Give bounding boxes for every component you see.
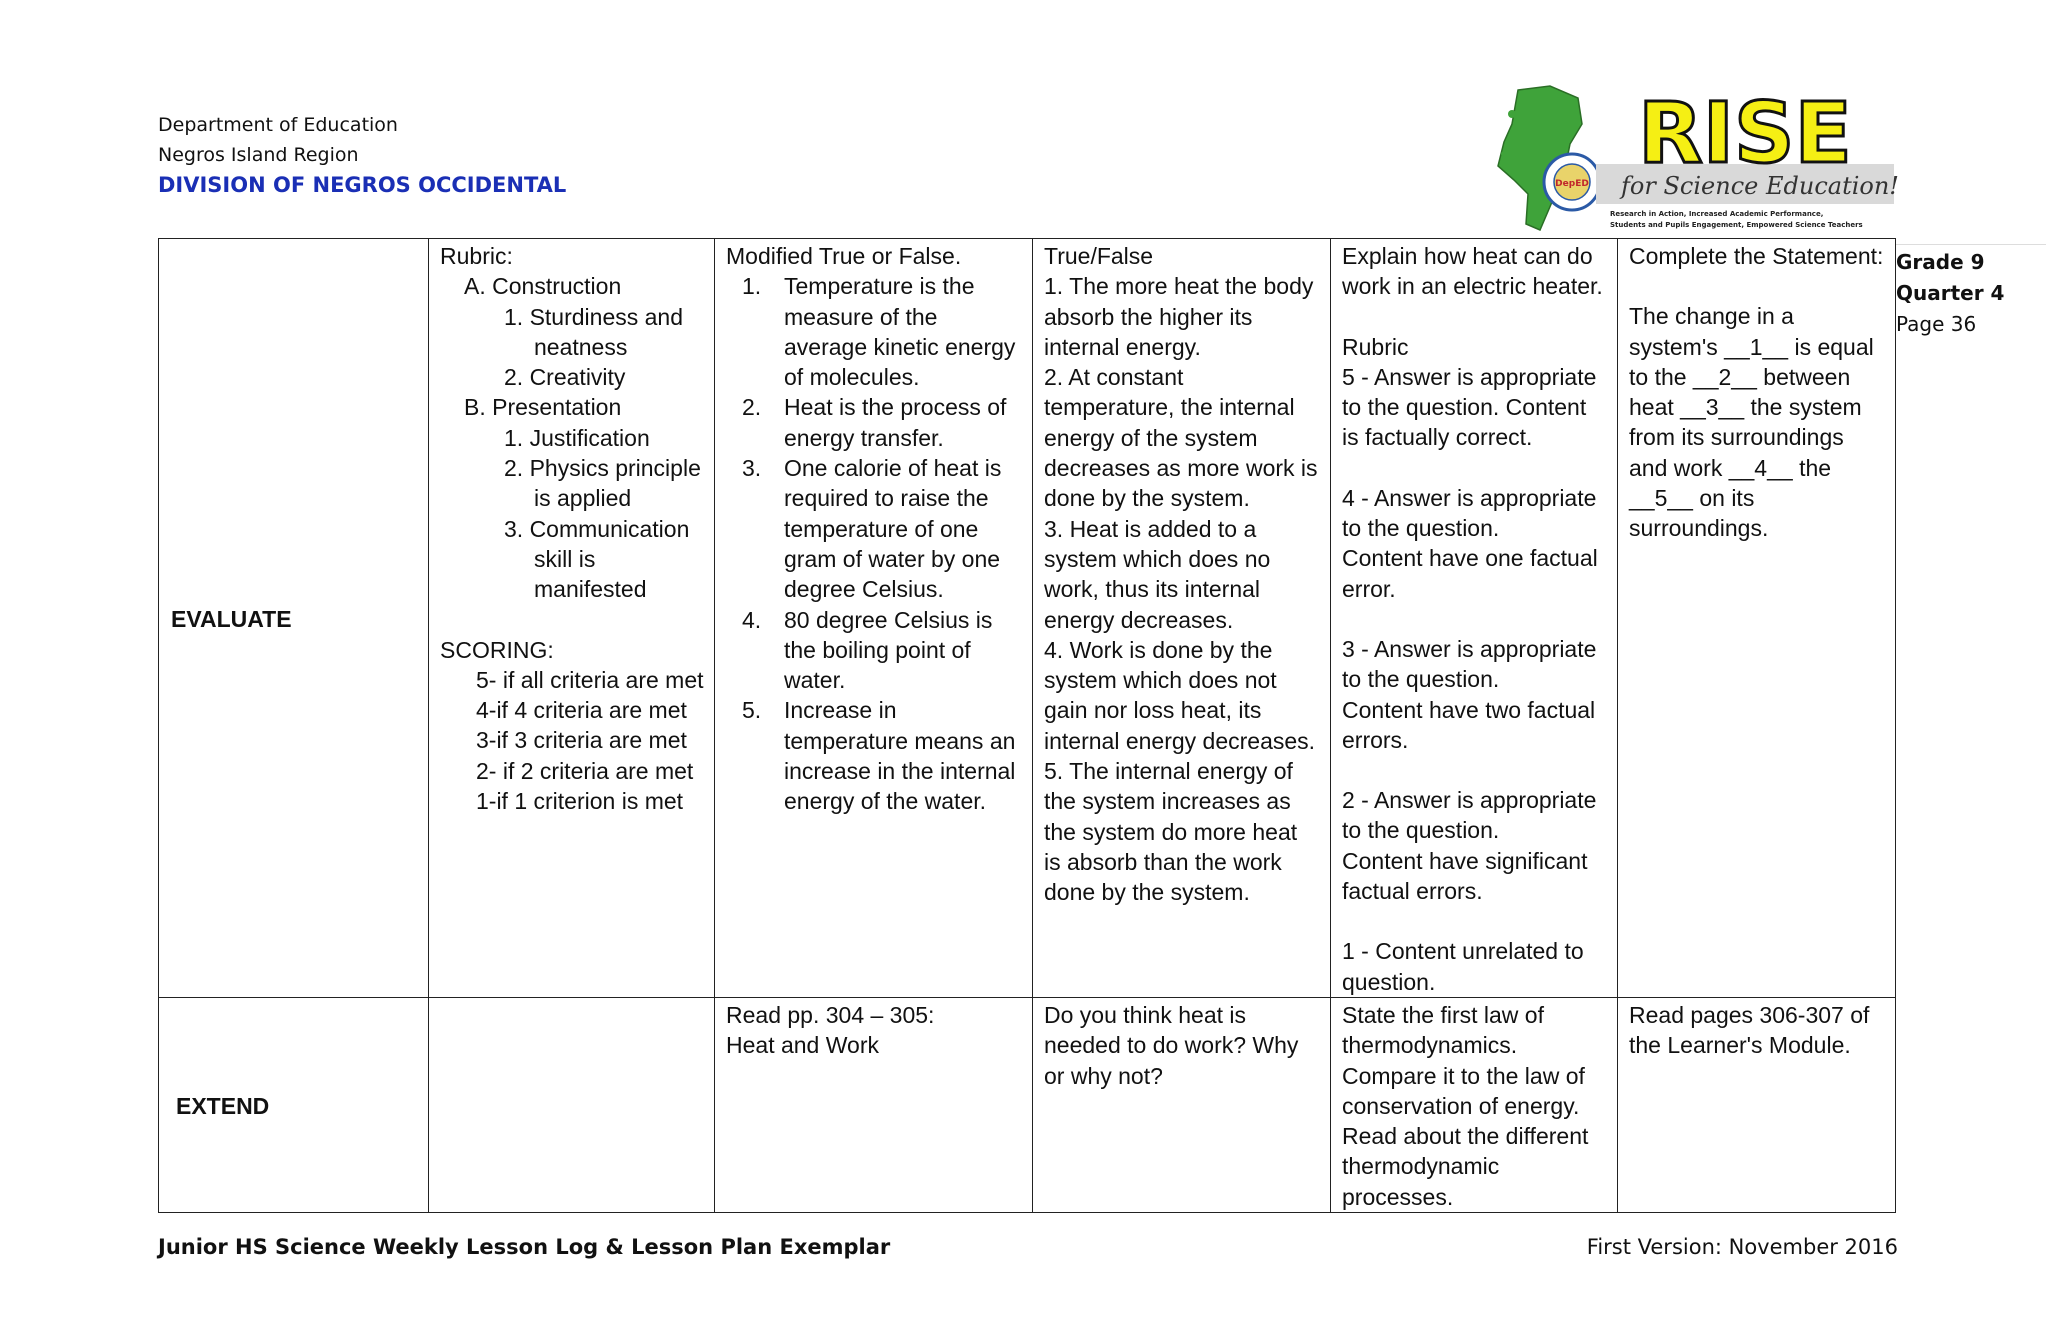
scoring-item: 1-if 1 criterion is met — [476, 788, 684, 815]
lesson-plan-table — [158, 238, 1896, 1213]
scoring-item: 3-if 3 criteria are met — [476, 727, 687, 754]
rubric-a-item: neatness — [534, 333, 628, 360]
extend-reading-pages: Read pp. 304 – 305: — [726, 1001, 935, 1028]
extend-reading-topic: Heat and Work — [726, 1032, 879, 1059]
modified-tf-item: 2. Heat is the process of energy transfer. — [742, 394, 1007, 451]
footer-version: First Version: November 2016 — [1586, 1235, 1898, 1259]
rubric-a-item: 2. Creativity — [504, 364, 626, 391]
quarter-label: Quarter 4 — [1896, 281, 2005, 305]
extend-module-cell: Read pages 306-307 of the Learner's Module. — [1618, 997, 1896, 1212]
scoring-title: SCORING: — [440, 636, 554, 663]
explain-score-2: 2 - Answer is appropriate to the question. — [1342, 787, 1597, 844]
extend-question-cell: Do you think heat is needed to do work? Why or why not? — [1033, 997, 1331, 1212]
document-header — [158, 110, 566, 200]
evaluate-complete-statement-cell — [1618, 239, 1896, 998]
phase-extend: EXTEND — [159, 997, 429, 1212]
rubric-b-item: 2. Physics principle — [504, 455, 701, 482]
scoring-item: 2- if 2 criteria are met — [476, 757, 694, 784]
department-label: Department of Education — [158, 114, 398, 136]
logo-tagline-2: Students and Pupils Engagement, Empowered Science Teachers — [1610, 221, 1863, 229]
extend-row — [159, 997, 1896, 1212]
modified-tf-item: 5. Increase in temperature means an increase in the internal energy of the water. — [742, 697, 1016, 815]
rubric-b-item: manifested — [534, 576, 647, 603]
page-number: Page 36 — [1896, 312, 1977, 336]
logo-subtitle: for Science Education! — [1621, 172, 1899, 200]
rise-logo — [1490, 84, 1900, 234]
true-false-item: 4. Work is done by the system which does not gain nor loss heat, its internal energy decreases. — [1044, 636, 1316, 754]
rubric-b-item: 1. Justification — [504, 424, 650, 451]
scoring-item: 5- if all criteria are met — [476, 666, 704, 693]
grade-label: Grade 9 — [1896, 250, 1985, 274]
extend-thermo-cell: State the first law of thermodynamics. Compare it to the law of conservation of energy. Read about the different thermodynamic processes. — [1331, 997, 1618, 1212]
side-rule — [1896, 244, 2046, 245]
phase-evaluate: EVALUATE — [159, 239, 429, 998]
complete-statement-title: Complete the Statement: — [1629, 243, 1884, 269]
true-false-item: 1. The more heat the body absorb the higher its internal energy. — [1044, 273, 1314, 360]
rubric-b-item: 3. Communication — [504, 515, 690, 542]
rubric-b-item: skill is — [534, 545, 596, 572]
modified-tf-item: 1. Temperature is the measure of the average kinetic energy of molecules. — [742, 273, 1016, 391]
seal-text: DepED — [1555, 179, 1589, 189]
extend-empty-cell — [429, 997, 715, 1212]
explain-score-2-note: Content have significant factual errors. — [1342, 847, 1588, 905]
true-false-item: 2. At constant temperature, the internal energy of the system decreases as more work is done by the system. — [1044, 364, 1318, 512]
explain-score-3-note: Content have two factual errors. — [1342, 696, 1596, 753]
rubric-b-item: is applied — [534, 485, 632, 512]
evaluate-true-false-cell — [1033, 239, 1331, 998]
explain-score-1: 1 - Content unrelated to question. — [1342, 938, 1584, 995]
evaluate-explain-cell — [1331, 239, 1618, 998]
explain-score-5: 5 - Answer is appropriate to the question. Content is factually correct. — [1342, 363, 1597, 451]
explain-score-4-note: Content have one factual error. — [1342, 545, 1598, 602]
rubric-title: Rubric: — [440, 243, 513, 269]
division-label: DIVISION OF NEGROS OCCIDENTAL — [158, 173, 567, 197]
region-label: Negros Island Region — [158, 144, 359, 166]
explain-score-4: 4 - Answer is appropriate to the question. — [1342, 484, 1597, 542]
logo-title: RISE — [1638, 84, 1852, 182]
true-false-title: True/False — [1044, 243, 1154, 269]
evaluate-modified-tf-cell — [715, 239, 1033, 998]
true-false-item: 5. The internal energy of the system increases as the system do more heat is absorb than the work done by the system. — [1044, 758, 1298, 906]
page-info — [1896, 247, 2004, 340]
rubric-b-label: B. Presentation — [464, 394, 622, 421]
evaluate-row — [159, 239, 1896, 998]
modified-tf-item: 4. 80 degree Celsius is the boiling point of water. — [742, 606, 993, 694]
modified-tf-item: 3. One calorie of heat is required to raise the temperature of one gram of water by one degree Celsius. — [742, 455, 1002, 603]
rubric-a-item: 1. Sturdiness and — [504, 303, 684, 330]
explain-question: Explain how heat can do work in an electric heater. — [1342, 243, 1603, 300]
complete-statement-text: The change in a system's __1__ is equal to the __2__ between heat __3__ the system from its surroundings and work __4__ the __5__ on its surroundings. — [1629, 303, 1874, 542]
evaluate-rubric-cell — [429, 239, 715, 998]
modified-tf-title: Modified True or False. — [726, 243, 962, 269]
extend-reading-cell — [715, 997, 1033, 1212]
rubric-a-label: A. Construction — [464, 273, 622, 300]
footer-title: Junior HS Science Weekly Lesson Log & Lesson Plan Exemplar — [158, 1235, 891, 1259]
true-false-item: 3. Heat is added to a system which does no work, thus its internal energy decreases. — [1044, 515, 1271, 633]
explain-rubric-title: Rubric — [1342, 333, 1409, 360]
explain-score-3: 3 - Answer is appropriate to the question. — [1342, 635, 1597, 693]
logo-tagline-1: Research in Action, Increased Academic Performance, — [1610, 210, 1824, 218]
scoring-item: 4-if 4 criteria are met — [476, 697, 687, 724]
